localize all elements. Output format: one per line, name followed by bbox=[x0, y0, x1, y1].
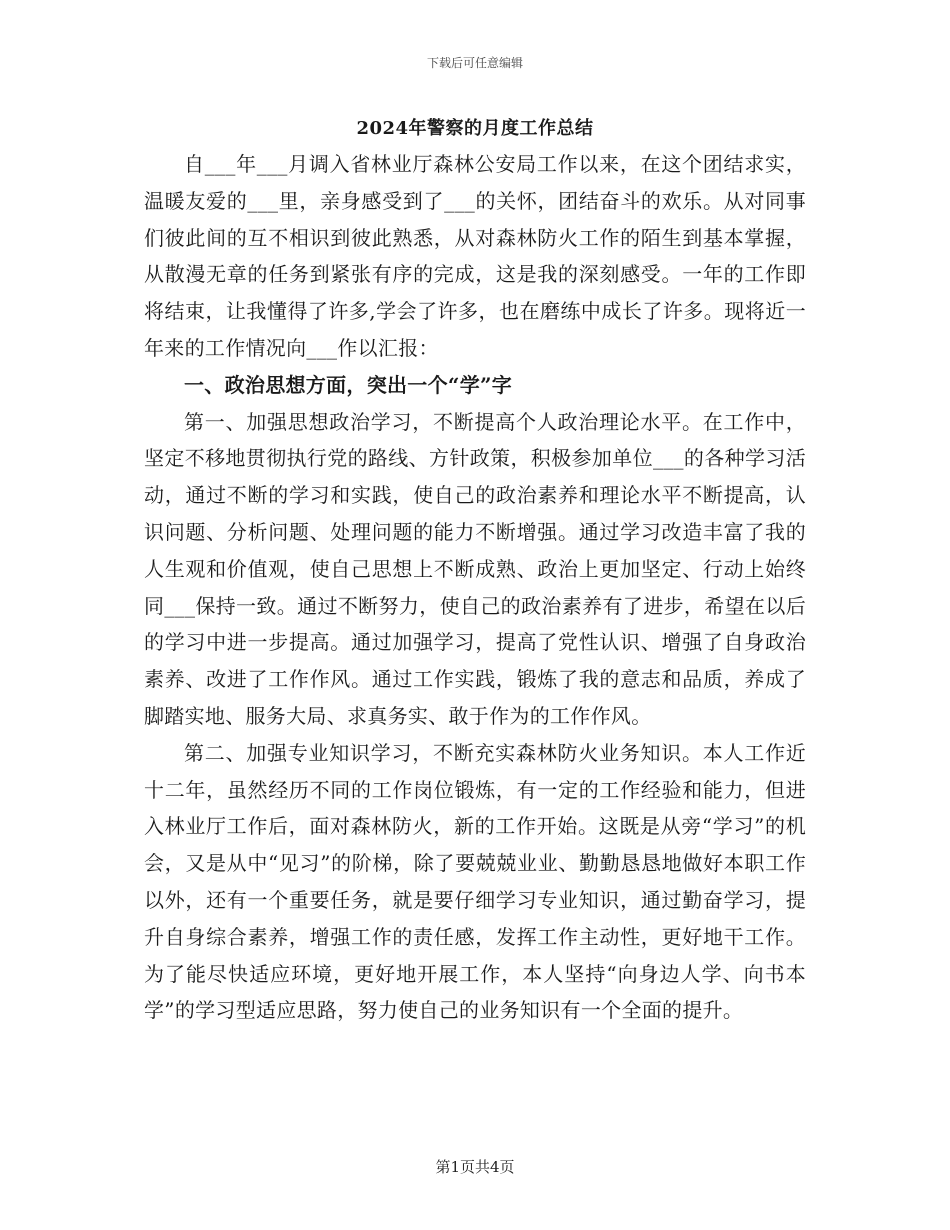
paragraph-first: 第一、加强思想政治学习，不断提高个人政治理论水平。在工作中，坚定不移地贯彻执行党的路线、方针政策，积极参加单位___的各种学习活动，通过不断的学习和实践，使自己的政治素养和理论水平不断提高，认识问题、分析问题、处理问题的能力不断增强。通过学习改造丰富了我的人生观和价值观，使自己思想上不断成熟、政治上更加坚定、行动上始终同___保持一致。通过不断努力，使自己的政治素养有了进步，希望在以后的学习中进一步提高。通过加强学习，提高了党性认识、增强了自身政治素养、改进了工作作风。通过工作实践，锻炼了我的意志和品质，养成了脚踏实地、服务大局、求真务实、敢于作为的工作作风。 bbox=[144, 409, 806, 728]
paragraph-second: 第二、加强专业知识学习，不断充实森林防火业务知识。本人工作近十二年，虽然经历不同的工作岗位锻炼，有一定的工作经验和能力，但进入林业厅工作后，面对森林防火，新的工作开始。这既是从旁“学习”的机会，又是从中“见习”的阶梯，除了要兢兢业业、勤勤恳恳地做好本职工作以外，还有一个重要任务，就是要仔细学习专业知识，通过勤奋学习，提升自身综合素养，增强工作的责任感，发挥工作主动性，更好地干工作。为了能尽快适应环境，更好地开展工作，本人坚持“向身边人学、向书本学”的学习型适应思路，努力使自己的业务知识有一个全面的提升。 bbox=[144, 740, 806, 1023]
section-heading: 一、政治思想方面，突出一个“学”字 bbox=[184, 372, 513, 397]
document-title: 2024年警察的月度工作总结 bbox=[356, 118, 594, 139]
page-number: 第1页共4页 bbox=[435, 1158, 515, 1176]
document-body bbox=[144, 146, 806, 1029]
intro-paragraph: 自___年___月调入省林业厅森林公安局工作以来，在这个团结求实，温暖友爱的___里，亲身感受到了___的关怀，团结奋斗的欢乐。从对同事们彼此间的互不相识到彼此熟悉，从对森林防火工作的陌生到基本掌握，从散漫无章的任务到紧张有序的完成，这是我的深刻感受。一年的工作即将结束，让我懂得了许多,学会了许多，也在磨练中成长了许多。现将近一年来的工作情况向___作以汇报： bbox=[144, 152, 806, 360]
header-note: 下载后可任意编辑 bbox=[426, 56, 523, 70]
